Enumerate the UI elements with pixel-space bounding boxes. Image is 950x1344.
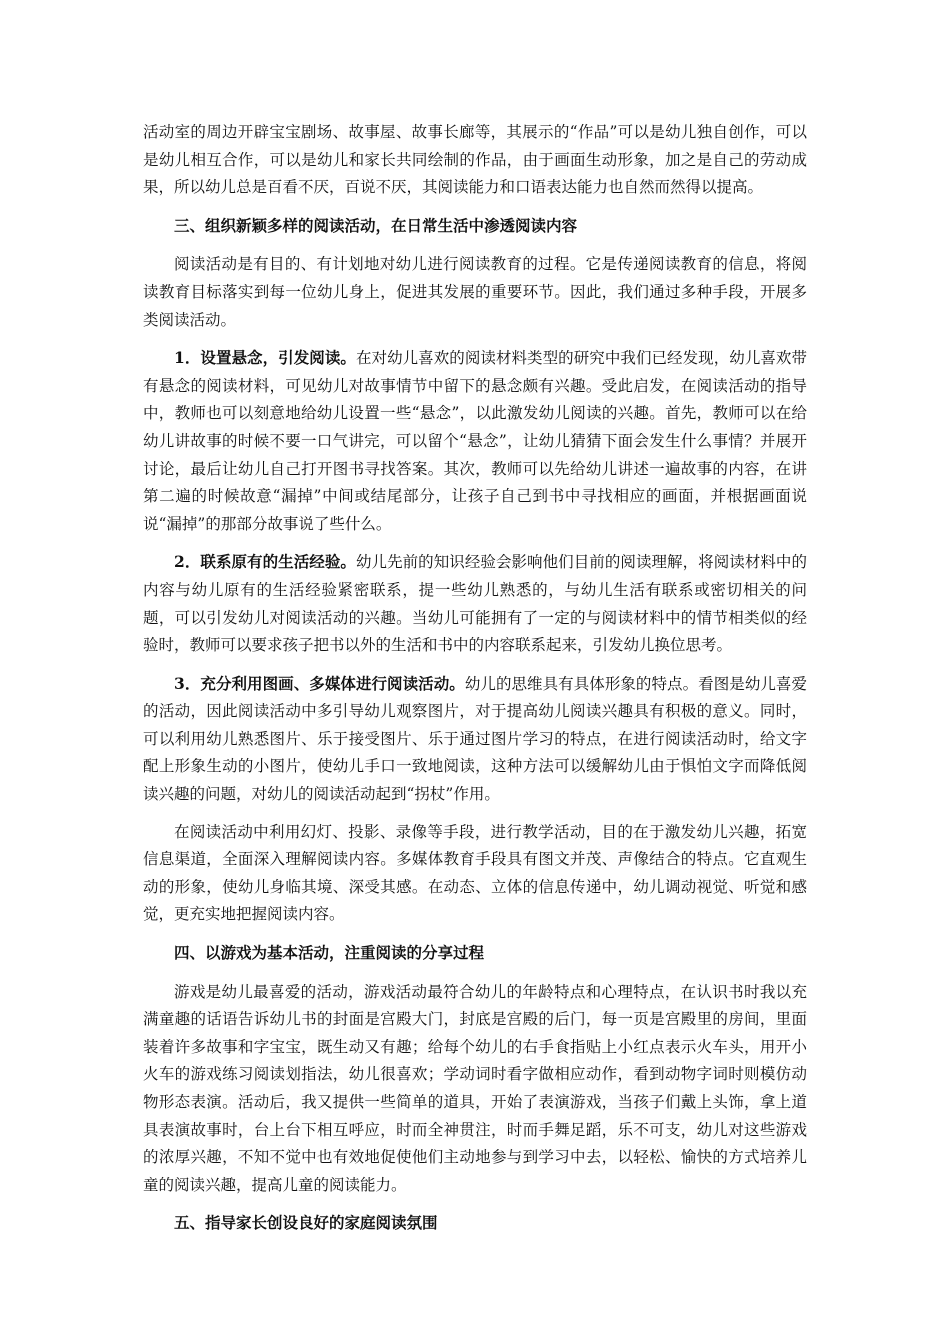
- section-heading: 五、指导家长创设良好的家庭阅读氛围: [174, 1213, 438, 1233]
- section-heading: 四、以游戏为基本活动，注重阅读的分享过程: [174, 943, 485, 963]
- paragraph-lead: 2．联系原有的生活经验。: [174, 552, 356, 572]
- paragraph-body: 在对幼儿喜欢的阅读材料类型的研究中我们已经发现，幼儿喜欢带有悬念的阅读材料，可见幼儿对故事情节中留下的悬念颇有兴趣。受此启发，在阅读活动的指导中，教师也可以刻意地给幼儿设置一些“悬念”，以此激发幼儿阅读的兴趣。首先，教师可以在给幼儿讲故事的时候不要一口气讲完，可以留个“悬念”，让幼儿猜猜下面会发生什么事情？并展开讨论，最后让幼儿自己打开图书寻找答案。其次，教师可以先给幼儿讲述一遍故事的内容，在讲第二遍的时候故意“漏掉”中间或结尾部分，让孩子自己到书中寻找相应的画面，并根据画面说说“漏掉”的那部分故事说了些什么。: [143, 349, 807, 533]
- section-heading: 三、组织新颖多样的阅读活动，在日常生活中渗透阅读内容: [174, 215, 578, 235]
- document-page: [143, 119, 807, 1249]
- paragraph-lead: 1．设置悬念，引发阅读。: [174, 348, 356, 368]
- paragraph: 游戏是幼儿最喜爱的活动，游戏活动最符合幼儿的年龄特点和心理特点，在认识书时我以充满童趣的话语告诉幼儿书的封面是宫殿大门，封底是宫殿的后门，每一页是宫殿里的房间，里面装着许多故事和字宝宝，既生动又有趣；给每个幼儿的右手食指贴上小红点表示火车头，用开小火车的游戏练习阅读划指法，幼儿很喜欢；学动词时看字做相应动作，看到动物字词时则模仿动物形态表演。活动后，我又提供一些简单的道具，开始了表演游戏，当孩子们戴上头饰，拿上道具表演故事时，台上台下相互呼应，时而全神贯注，时而手舞足蹈，乐不可支，幼儿对这些游戏的浓厚兴趣，不知不觉中也有效地促使他们主动地参与到学习中去，以轻松、愉快的方式培养儿童的阅读兴趣，提高儿童的阅读能力。: [143, 982, 807, 1194]
- paragraph-body: 幼儿先前的知识经验会影响他们目前的阅读理解，将阅读材料中的内容与幼儿原有的生活经验紧密联系，提一些幼儿熟悉的，与幼儿生活有联系或密切相关的问题，可以引发幼儿对阅读活动的兴趣。当幼儿可能拥有了一定的与阅读材料中的情节相类似的经验时，教师可以要求孩子把书以外的生活和书中的内容联系起来，引发幼儿换位思考。: [143, 553, 807, 655]
- paragraph-body: 幼儿的思维具有具体形象的特点。看图是幼儿喜爱的活动，因此阅读活动中多引导幼儿观察图片，对于提高幼儿阅读兴趣具有积极的意义。同时，可以利用幼儿熟悉图片、乐于接受图片、乐于通过图片学习的特点，在进行阅读活动时，给文字配上形象生动的小图片，使幼儿手口一致地阅读，这种方法可以缓解幼儿由于惧怕文字而降低阅读兴趣的问题，对幼儿的阅读活动起到“拐杖”作用。: [143, 674, 807, 804]
- paragraph: [143, 670, 807, 809]
- paragraph: 阅读活动是有目的、有计划地对幼儿进行阅读教育的过程。它是传递阅读教育的信息，将阅读教育目标落实到每一位幼儿身上，促进其发展的重要环节。因此，我们通过多种手段，开展多类阅读活动。: [143, 255, 807, 329]
- paragraph: 在阅读活动中利用幻灯、投影、录像等手段，进行教学活动，目的在于激发幼儿兴趣，拓宽信息渠道，全面深入理解阅读内容。多媒体教育手段具有图文并茂、声像结合的特点。它直观生动的形象，使幼儿身临其境、深受其感。在动态、立体的信息传递中，幼儿调动视觉、听觉和感觉，更充实地把握阅读内容。: [143, 822, 807, 924]
- paragraph: [143, 344, 807, 538]
- paragraph: [143, 548, 807, 659]
- paragraph: 活动室的周边开辟宝宝剧场、故事屋、故事长廊等，其展示的“作品”可以是幼儿独自创作，可以是幼儿相互合作，可以是幼儿和家长共同绘制的作品，由于画面生动形象，加之是自己的劳动成果，所以幼儿总是百看不厌，百说不厌，其阅读能力和口语表达能力也自然而然得以提高。: [143, 123, 807, 197]
- paragraph-lead: 3．充分利用图画、多媒体进行阅读活动。: [174, 673, 465, 693]
